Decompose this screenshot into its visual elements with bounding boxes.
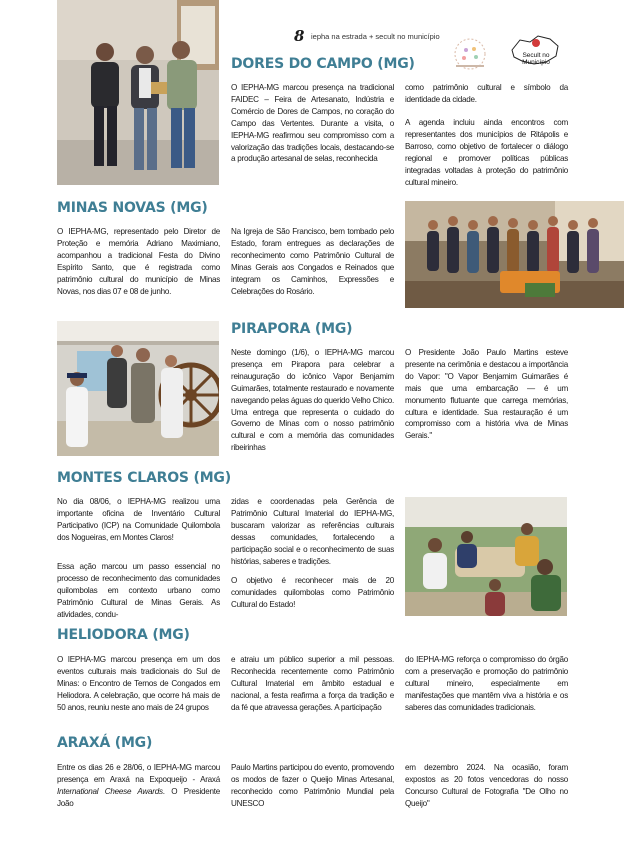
dores-do-campo-text-col1: O IEPHA-MG marcou presença na tradicional FAIDEC – Feira de Artesanato, Indústria e Comércio de Dores de Campos, no coração do Campo das Vertentes. Durante a visita, o IEPHA-MG reafirmou seu compromisso com a valorização das tradições locais, destacando-se a produção artesanal de selas, reconhecida <box>231 83 394 164</box>
secult-logo-text: Secult no Município <box>522 52 550 66</box>
dores-do-campo-text-col2a: como patrimônio cultural e símbolo da identidade da cidade. <box>405 83 568 104</box>
minas-novas-heading: MINAS NOVAS (MG) <box>57 200 208 216</box>
dores-do-campo-text-col2b: A agenda incluiu ainda encontros com representantes dos municípios de Ritápolis e Barroso, como objetivo de fortalecer o diálogo regional e promover políticas públicas integradas voltadas à proteção do patrimônio cultural mineiro. <box>405 118 568 187</box>
secult-municipio-logo <box>506 30 564 74</box>
dores-do-campo-photo <box>57 0 219 185</box>
pirapora-heading: PIRAPORA (MG) <box>231 321 353 337</box>
heliodora-text-col2: e atraiu um público superior a mil pessoas. Reconhecida recentemente como Patrimônio Cultural Imaterial em âmbito estadual e nacional, a festa reafirma a força da tradição e da fé que atravessa gerações. A participação <box>231 655 394 712</box>
araxa-text-col1 <box>57 762 220 810</box>
montes-claros-text-col2b: O objetivo é reconhecer mais de 20 comunidades quilombolas como Patrimônio Cultural do Estado! <box>231 576 394 609</box>
pirapora-photo <box>57 321 219 456</box>
heliodora-text-col1: O IEPHA-MG marcou presença em um dos eventos culturais mais tradicionais do Sul de Minas: o Encontro de Ternos de Congados em Heliodora. A celebração, que ocorre há mais de 50 anos, reuniu neste ano mais de 24 grupos <box>57 655 220 712</box>
montes-claros-text-col1a: No dia 08/06, o IEPHA-MG realizou uma importante oficina de Inventário Cultural Participativo (ICP) na Comunidade Quilombola dos Nogueiras, em Montes Claros! <box>57 497 220 542</box>
araxa-text-col1-b: . O Presidente João <box>57 786 220 808</box>
araxa-heading: ARAXÁ (MG) <box>57 735 153 751</box>
araxa-text-col1-a: Entre os dias 26 e 28/06, o IEPHA-MG marcou presença em Araxá na Expoqueijo - Araxá <box>57 763 220 784</box>
dores-do-campo-heading: DORES DO CAMPO (MG) <box>231 56 415 72</box>
minas-novas-text-col1: O IEPHA-MG, representado pelo Diretor de Proteção e memória Adriano Maximiano, acompanhou a tradicional Festa do Divino Espírito Santo, que é registrada como patrimônio cultural do município de Minas Novas, nos dias 07 e 08 de junho. <box>57 227 220 296</box>
araxa-event-name: International Cheese Awards <box>57 786 163 796</box>
page-number: 8 <box>294 27 305 45</box>
pirapora-text-col2: O Presidente João Paulo Martins esteve presente na cerimônia e destacou a importância do Vapor: "O Vapor Benjamim Guimarães é mais que uma embarcação — é um monumento flutuante que carrega memórias, cultura e identidade. Sua restauração é um compromisso com a história viva de Minas Gerais." <box>405 348 568 441</box>
partner-logo <box>446 34 494 74</box>
montes-claros-text-col1b: Essa ação marcou um passo essencial no processo de reconhecimento das comunidades quilombolas em contexto urbano como Patrimônio Cultural de Minas Gerais. As atividades, condu- <box>57 562 220 619</box>
montes-claros-text-col2a: zidas e coordenadas pela Gerência de Patrimônio Cultural Imaterial do IEPHA-MG, buscaram valorizar as referências culturais dessas comunidades, fortalecendo a participação social e o reconhecimento de suas histórias, saberes e tradições. <box>231 497 394 566</box>
heliodora-text-col3: do IEPHA-MG reforça o compromisso do órgão com a preservação e promoção do patrimônio cultural mineiro, especialmente em manifestações que mantêm viva a história e os saberes das comunidades tradicionais. <box>405 655 568 712</box>
montes-claros-photo <box>405 497 567 616</box>
montes-claros-heading: MONTES CLAROS (MG) <box>57 470 231 486</box>
heliodora-heading: HELIODORA (MG) <box>57 627 190 643</box>
minas-novas-text-col2: Na Igreja de São Francisco, bem tombado pelo Estado, foram entregues as declarações de reconhecimento como Patrimônio Cultural de Minas Gerais aos Congados e Reinados que integram os Caminhos, Expressões e Celebrações do Rosário. <box>231 227 394 296</box>
pirapora-text-col1: Neste domingo (1/6), o IEPHA-MG marcou presença em Pirapora para celebrar a reinauguração do icônico Vapor Benjamim Guimarães, totalmente restaurado e novamente navegando pelas águas do querido Velho Chico. Uma entrega que representa o cuidado do Governo de Minas com o nosso patrimônio cultural e com a memória das comunidades ribeirinhas <box>231 348 394 453</box>
araxa-text-col2: Paulo Martins participou do evento, promovendo os modos de fazer o Queijo Minas Artesanal, reconhecido como Patrimônio Mundial pela UNESCO <box>231 763 394 808</box>
araxa-text-col3: em dezembro 2024. Na ocasião, foram expostos as 20 fotos vencedoras do nosso Concurso Cultural de Fotografia "De Olho no Queijo" <box>405 763 568 808</box>
section-title: iepha na estrada + secult no município <box>311 32 440 41</box>
minas-novas-photo <box>405 201 624 308</box>
